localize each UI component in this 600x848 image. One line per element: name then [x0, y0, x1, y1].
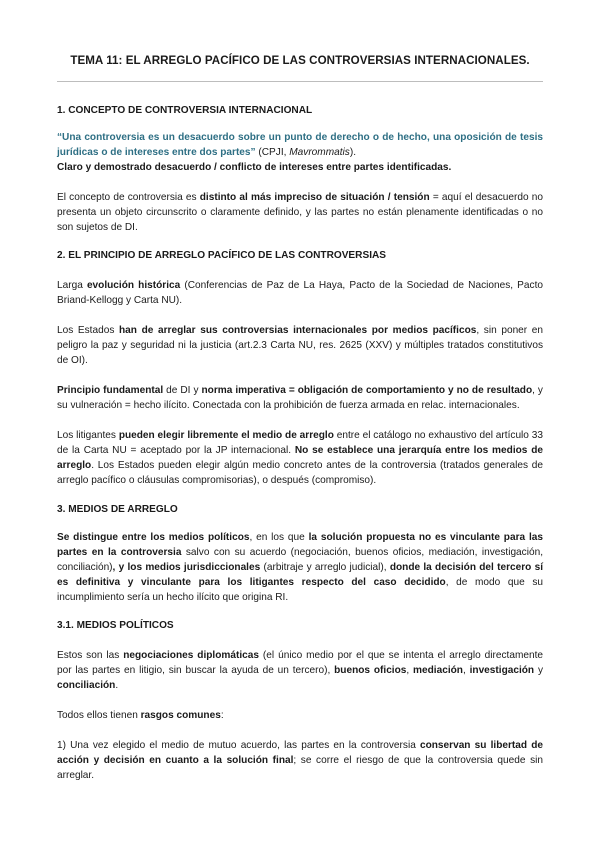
section-1-paragraph-2: El concepto de controversia es distinto al más impreciso de situación / tensión = aquí el desacuerdo no presenta un objeto circunscrito o claramente definido, y las partes no están plenamente identificadas o no son sujetos de DI. — [57, 192, 543, 233]
definition-summary: Claro y demostrado desacuerdo / conflicto de intereses entre partes identificadas. — [57, 162, 452, 173]
section-1-heading: 1. CONCEPTO DE CONTROVERSIA INTERNACIONAL — [57, 105, 313, 116]
section-3-paragraph-1: Se distingue entre los medios políticos, en los que la solución propuesta no es vinculante para las partes en la controversia salvo con su acuerdo (negociación, buenos oficios, mediación, investigación, conciliación), y los medios jurisdiccionales (arbitraje y arreglo judicial), donde la decisión del tercero sí es definitiva y vinculante para los litigantes respecto del caso decidido, de modo que su incumplimiento sería un hecho ilícito que origina RI. — [57, 532, 544, 603]
section-3-1-paragraph-2: Todos ellos tienen rasgos comunes: — [57, 710, 224, 721]
section-3-heading: 3. MEDIOS DE ARREGLO — [57, 504, 178, 515]
section-1-definition: “Una controversia es un desacuerdo sobre un punto de derecho o de hecho, una oposición de tesis jurídicas o de intereses entre dos partes” (CPJI, Mavrommatis). Claro y demostrado desacuerdo / conflicto de intereses entre partes identificadas. — [57, 132, 543, 173]
section-2-paragraph-3: Principio fundamental de DI y norma imperativa = obligación de comportamiento y no de resultado, y su vulneración = hecho ilícito. Conectada con la prohibición de fuerza armada en relac. internacionales. — [57, 385, 543, 411]
section-3-1-paragraph-1: Estos son las negociaciones diplomáticas (el único medio por el que se intenta el arreglo directamente por las partes en litigio, sin buscar la ayuda de un tercero), buenos oficios, mediación, investigación y conciliación. — [57, 650, 543, 691]
title-divider — [57, 81, 543, 82]
case-name: Mavrommatis — [289, 147, 350, 158]
definition-quote: “Una controversia es un desacuerdo sobre un punto de derecho o de hecho, una oposición de tesis jurídicas o de intereses entre dos partes” — [57, 132, 543, 158]
section-3-1-paragraph-3: 1) Una vez elegido el medio de mutuo acuerdo, las partes en la controversia conservan su libertad de acción y decisión en cuanto a la solución final; se corre el riesgo de que la controversia quede sin arreglar. — [57, 740, 543, 781]
section-3-1-heading: 3.1. MEDIOS POLÍTICOS — [57, 620, 174, 631]
document-title: TEMA 11: EL ARREGLO PACÍFICO DE LAS CONTROVERSIAS INTERNACIONALES. — [70, 54, 530, 67]
section-2-paragraph-2: Los Estados han de arreglar sus controversias internacionales por medios pacíficos, sin poner en peligro la paz y seguridad ni la justicia (art.2.3 Carta NU, res. 2625 (XXV) y múltiples tratados constitutivos de OI). — [57, 325, 544, 366]
section-2-paragraph-4: Los litigantes pueden elegir libremente el medio de arreglo entre el catálogo no exhaustivo del artículo 33 de la Carta NU = aceptado por la JP internacional. No se establece una jerarquía entre los medios de arreglo. Los Estados pueden elegir algún medio concreto antes de la controversia (tratados generales de arreglo pacífico o cláusulas compromisorias), o después (compromiso). — [57, 430, 543, 486]
section-2-paragraph-1: Larga evolución histórica (Conferencias de Paz de La Haya, Pacto de la Sociedad de Naciones, Pacto Briand-Kellogg y Carta NU). — [57, 280, 543, 306]
section-2-heading: 2. EL PRINCIPIO DE ARREGLO PACÍFICO DE LAS CONTROVERSIAS — [57, 250, 387, 261]
